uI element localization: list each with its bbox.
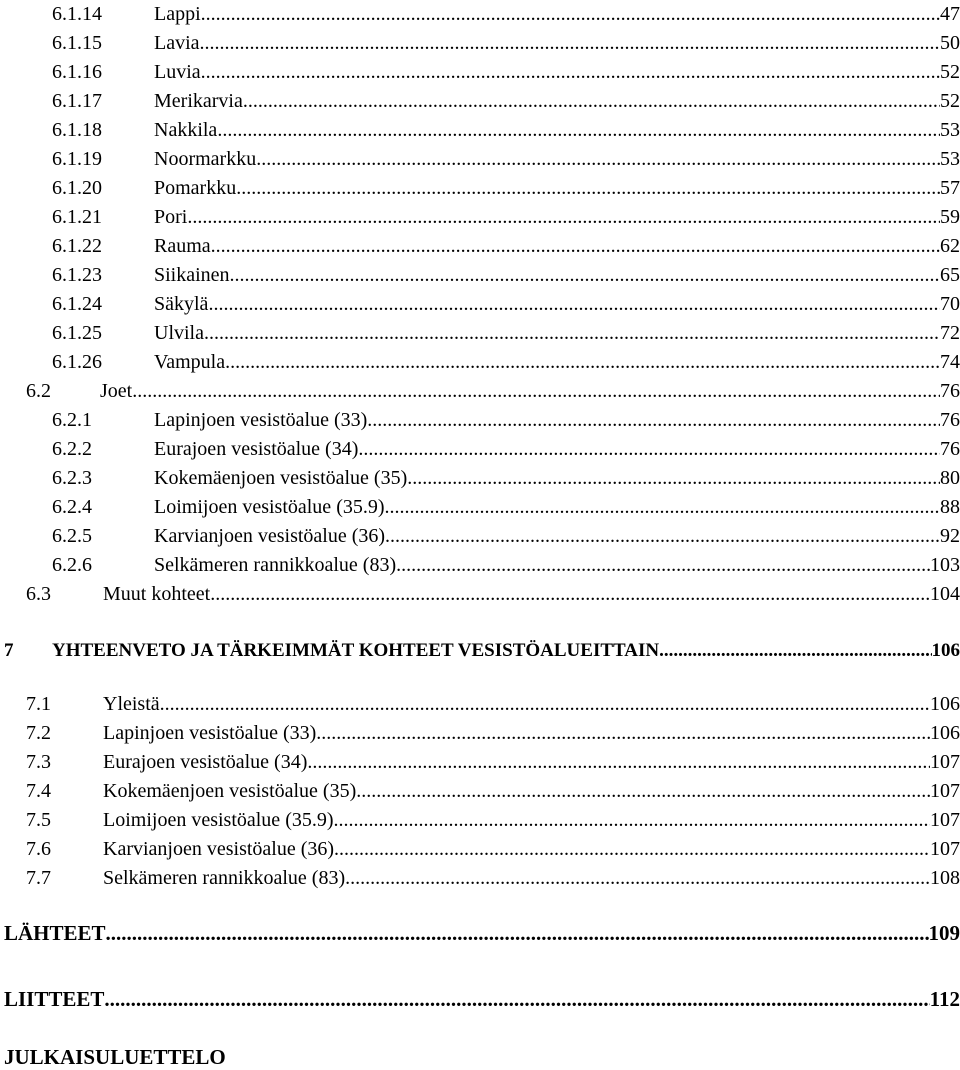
toc-entry[interactable] bbox=[0, 27, 960, 55]
toc-entry-title: Pori bbox=[154, 206, 188, 228]
toc-entry-title: Ulvila bbox=[154, 322, 204, 344]
toc-entry-number: 6.1.14 bbox=[52, 3, 102, 25]
toc-entry-page: 76 bbox=[940, 409, 960, 431]
toc-entry-page: 112 bbox=[929, 987, 960, 1011]
toc-entry-page: 107 bbox=[930, 751, 960, 773]
toc-entry-page: 52 bbox=[940, 61, 960, 83]
toc-entry-title: Nakkila bbox=[154, 119, 218, 141]
toc-leader bbox=[316, 722, 930, 745]
toc-entry-number: 6.2.6 bbox=[52, 554, 92, 576]
toc-entry[interactable] bbox=[0, 862, 960, 890]
toc-leader bbox=[407, 467, 940, 490]
toc-leader bbox=[211, 235, 940, 258]
toc-entry-title: LIITTEET bbox=[4, 987, 105, 1011]
toc-entry-number: 6.1.19 bbox=[52, 148, 102, 170]
toc-entry-number: 6.1.23 bbox=[52, 264, 102, 286]
toc-entry[interactable] bbox=[0, 688, 960, 716]
toc-top-entry[interactable] bbox=[0, 918, 960, 946]
toc-top-entry[interactable] bbox=[0, 1047, 960, 1070]
toc-entry-number: 6.1.22 bbox=[52, 235, 102, 257]
toc-leader bbox=[187, 206, 940, 229]
toc-entry-page: 62 bbox=[940, 235, 960, 257]
toc-leader bbox=[106, 921, 929, 946]
toc-entry[interactable] bbox=[0, 114, 960, 142]
toc-leader bbox=[367, 409, 940, 432]
toc-entry-title: Vampula bbox=[154, 351, 226, 373]
toc-entry-page: 47 bbox=[940, 3, 960, 25]
toc-leader bbox=[659, 640, 931, 662]
toc-entry-title: LÄHTEET bbox=[4, 921, 106, 945]
toc-entry-page: 70 bbox=[940, 293, 960, 315]
toc-entry-title: Yleistä bbox=[103, 693, 160, 715]
toc-entry[interactable] bbox=[0, 85, 960, 113]
toc-entry[interactable] bbox=[0, 230, 960, 258]
toc-entry-number: 6.1.20 bbox=[52, 177, 102, 199]
toc-entry-page: 104 bbox=[930, 583, 960, 605]
toc-entry[interactable] bbox=[0, 346, 960, 374]
toc-entry-number: 6.2.5 bbox=[52, 525, 92, 547]
toc-entry-title: Selkämeren rannikkoalue (83) bbox=[103, 867, 346, 889]
toc-leader bbox=[385, 525, 940, 548]
toc-entry-title: Lapinjoen vesistöalue (33) bbox=[154, 409, 368, 431]
toc-entry-page: 103 bbox=[930, 554, 960, 576]
toc-entry[interactable] bbox=[0, 462, 960, 490]
toc-leader bbox=[358, 438, 940, 461]
toc-entry-page: 107 bbox=[930, 838, 960, 860]
toc-entry-number: 6.2 bbox=[26, 380, 51, 402]
toc-entry-title: Loimijoen vesistöalue (35.9) bbox=[154, 496, 385, 518]
toc-entry-number: 6.2.3 bbox=[52, 467, 92, 489]
toc-entry-number: 7.7 bbox=[26, 867, 51, 889]
toc-entry-title: Lapinjoen vesistöalue (33) bbox=[103, 722, 317, 744]
toc-entry[interactable] bbox=[0, 549, 960, 577]
toc-entry-title: Luvia bbox=[154, 61, 201, 83]
toc-entry-title: Muut kohteet bbox=[103, 583, 211, 605]
toc-entry-title: Eurajoen vesistöalue (34) bbox=[103, 751, 308, 773]
toc-entry-page: 72 bbox=[940, 322, 960, 344]
toc-entry-page: 50 bbox=[940, 32, 960, 54]
toc-leader bbox=[243, 90, 940, 113]
toc-entry-page: 106 bbox=[930, 722, 960, 744]
toc-leader bbox=[200, 32, 940, 55]
toc-leader bbox=[236, 177, 940, 200]
toc-entry-number: 6.2.4 bbox=[52, 496, 92, 518]
toc-leader bbox=[210, 583, 930, 606]
toc-entry-title: Kokemäenjoen vesistöalue (35) bbox=[103, 780, 357, 802]
toc-entry[interactable] bbox=[0, 143, 960, 171]
toc-entry-page: 53 bbox=[940, 148, 960, 170]
toc-entry[interactable] bbox=[0, 520, 960, 548]
toc-entry-number: 7.3 bbox=[26, 751, 51, 773]
toc-entry-number: 7.1 bbox=[26, 693, 51, 715]
toc-leader bbox=[208, 293, 940, 316]
toc-leader bbox=[225, 351, 940, 374]
toc-entry[interactable] bbox=[0, 491, 960, 519]
toc-entry-page: 88 bbox=[940, 496, 960, 518]
toc-entry[interactable] bbox=[0, 775, 960, 803]
toc-entry[interactable] bbox=[0, 804, 960, 832]
toc-entry-title: Pomarkku bbox=[154, 177, 237, 199]
toc-entry[interactable] bbox=[0, 404, 960, 432]
toc-entry-title: Loimijoen vesistöalue (35.9) bbox=[103, 809, 334, 831]
toc-entry-number: 6.1.24 bbox=[52, 293, 102, 315]
toc-entry-page: 107 bbox=[930, 809, 960, 831]
toc-entry-title: Joet bbox=[100, 380, 133, 402]
toc-entry-page: 80 bbox=[940, 467, 960, 489]
toc-entry-page: 108 bbox=[930, 867, 960, 889]
toc-leader bbox=[307, 751, 930, 774]
toc-entry[interactable] bbox=[0, 746, 960, 774]
toc-chapter-entry[interactable] bbox=[0, 634, 960, 662]
toc-leader bbox=[201, 61, 940, 84]
toc-top-entry[interactable] bbox=[0, 984, 960, 1012]
toc-leader bbox=[385, 496, 940, 519]
toc-entry-number: 6.1.17 bbox=[52, 90, 102, 112]
toc-entry-title: JULKAISULUETTELO bbox=[4, 1045, 226, 1069]
toc-entry-title: Kokemäenjoen vesistöalue (35) bbox=[154, 467, 408, 489]
toc-leader bbox=[160, 693, 930, 716]
toc-entry-number: 6.1.16 bbox=[52, 61, 102, 83]
toc-leader bbox=[230, 264, 940, 287]
toc-entry-number: 6.3 bbox=[26, 583, 51, 605]
toc-entry-page: 92 bbox=[940, 525, 960, 547]
toc-entry-number: 6.2.1 bbox=[52, 409, 92, 431]
toc-entry-title: Säkylä bbox=[154, 293, 209, 315]
toc-leader bbox=[132, 380, 940, 403]
toc-entry-title: YHTEENVETO JA TÄRKEIMMÄT KOHTEET VESISTÖALUEITTAIN bbox=[52, 640, 660, 661]
toc-entry-page: 57 bbox=[940, 177, 960, 199]
toc-entry-title: Selkämeren rannikkoalue (83) bbox=[154, 554, 397, 576]
toc-entry[interactable] bbox=[0, 578, 960, 606]
toc-entry-title: Lappi bbox=[154, 3, 201, 25]
toc-entry-title: Siikainen bbox=[154, 264, 230, 286]
toc-entry[interactable] bbox=[0, 833, 960, 861]
toc-entry-number: 7.6 bbox=[26, 838, 51, 860]
toc-entry-number: 7.2 bbox=[26, 722, 51, 744]
toc-leader bbox=[204, 322, 940, 345]
toc-leader bbox=[104, 987, 929, 1012]
toc-entry-title: Eurajoen vesistöalue (34) bbox=[154, 438, 359, 460]
toc-entry[interactable] bbox=[0, 201, 960, 229]
toc-leader bbox=[201, 3, 940, 26]
toc-entry-page: 53 bbox=[940, 119, 960, 141]
toc-entry-title: Rauma bbox=[154, 235, 211, 257]
toc-entry-page: 52 bbox=[940, 90, 960, 112]
toc-entry-page: 76 bbox=[940, 438, 960, 460]
toc-entry-title: Karvianjoen vesistöalue (36) bbox=[103, 838, 335, 860]
toc-entry-number: 6.1.21 bbox=[52, 206, 102, 228]
toc-entry[interactable] bbox=[0, 375, 960, 403]
toc-entry[interactable] bbox=[0, 259, 960, 287]
toc-leader bbox=[217, 119, 940, 142]
toc-entry-page: 109 bbox=[928, 921, 960, 945]
toc-entry[interactable] bbox=[0, 56, 960, 84]
toc-entry-page: 76 bbox=[940, 380, 960, 402]
toc-leader bbox=[256, 148, 940, 171]
toc-entry-page: 74 bbox=[940, 351, 960, 373]
toc-entry-number: 7 bbox=[4, 640, 14, 661]
toc-entry-page: 59 bbox=[940, 206, 960, 228]
toc-entry-number: 7.5 bbox=[26, 809, 51, 831]
toc-entry-title: Karvianjoen vesistöalue (36) bbox=[154, 525, 386, 547]
toc-entry-page: 106 bbox=[931, 640, 960, 661]
toc-entry[interactable] bbox=[0, 288, 960, 316]
toc-leader bbox=[334, 838, 930, 861]
toc-entry-number: 6.1.26 bbox=[52, 351, 102, 373]
toc-leader bbox=[396, 554, 930, 577]
toc-entry-number: 6.1.18 bbox=[52, 119, 102, 141]
toc-entry[interactable] bbox=[0, 433, 960, 461]
toc-entry-page: 106 bbox=[930, 693, 960, 715]
toc-leader bbox=[356, 780, 930, 803]
toc-entry[interactable] bbox=[0, 172, 960, 200]
toc-leader bbox=[334, 809, 930, 832]
toc-entry[interactable] bbox=[0, 317, 960, 345]
toc-entry-number: 6.1.15 bbox=[52, 32, 102, 54]
toc-leader bbox=[345, 867, 930, 890]
toc-entry-page: 107 bbox=[930, 780, 960, 802]
toc-entry[interactable] bbox=[0, 717, 960, 745]
toc-entry-title: Merikarvia bbox=[154, 90, 243, 112]
toc-entry-number: 6.1.25 bbox=[52, 322, 102, 344]
toc-entry-number: 6.2.2 bbox=[52, 438, 92, 460]
toc-entry[interactable] bbox=[0, 0, 960, 26]
toc-entry-page: 65 bbox=[940, 264, 960, 286]
toc-entry-title: Noormarkku bbox=[154, 148, 257, 170]
toc-entry-number: 7.4 bbox=[26, 780, 51, 802]
toc-entry-title: Lavia bbox=[154, 32, 200, 54]
